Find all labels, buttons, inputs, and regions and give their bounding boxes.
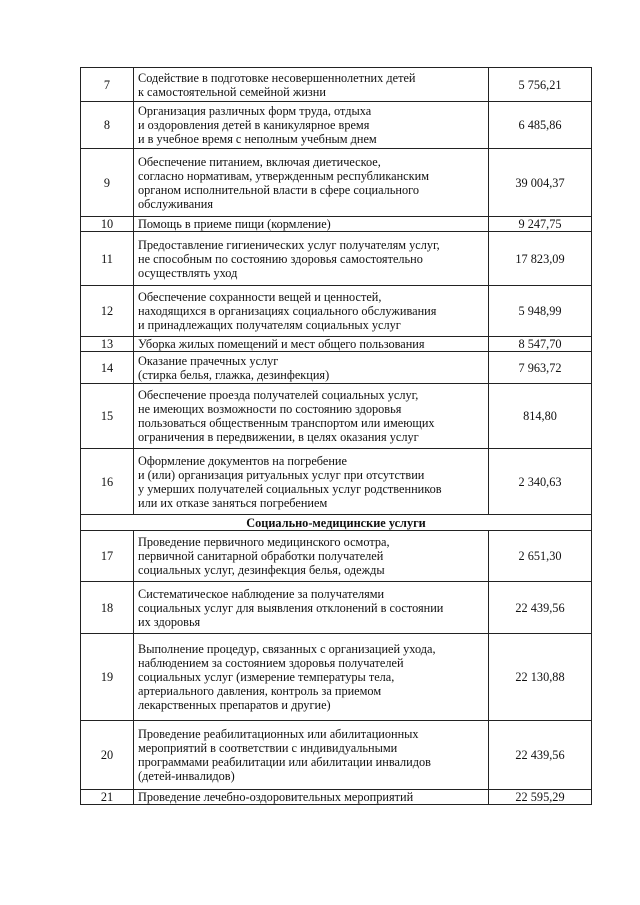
row-number: 11 <box>81 232 134 286</box>
service-name: Проведение первичного медицинского осмотра, первичной санитарной обработки получателей социальных услуг, дезинфекция белья, одежды <box>134 531 489 582</box>
service-name: Организация различных форм труда, отдыха и оздоровления детей в каникулярное время и в учебное время с неполным учебным днем <box>134 102 489 149</box>
service-price: 2 340,63 <box>489 449 592 515</box>
table-row <box>81 286 592 337</box>
service-name: Систематическое наблюдение за получателями социальных услуг для выявления отклонений в состоянии их здоровья <box>134 582 489 634</box>
service-name: Помощь в приеме пищи (кормление) <box>134 217 489 232</box>
table-row <box>81 384 592 449</box>
table-row <box>81 582 592 634</box>
row-number: 21 <box>81 790 134 805</box>
service-name: Оказание прачечных услуг (стирка белья, глажка, дезинфекция) <box>134 352 489 384</box>
row-number: 10 <box>81 217 134 232</box>
table-row <box>81 721 592 790</box>
row-number: 9 <box>81 149 134 217</box>
service-price: 22 439,56 <box>489 582 592 634</box>
row-number: 12 <box>81 286 134 337</box>
service-name: Обеспечение сохранности вещей и ценностей, находящихся в организациях социального обслуживания и принадлежащих получателям социальных услуг <box>134 286 489 337</box>
row-number: 20 <box>81 721 134 790</box>
row-number: 19 <box>81 634 134 721</box>
table-row <box>81 531 592 582</box>
row-number: 17 <box>81 531 134 582</box>
service-name: Обеспечение питанием, включая диетическое, согласно нормативам, утвержденным республиканским органом исполнительной власти в сфере социального обслуживания <box>134 149 489 217</box>
service-price: 22 439,56 <box>489 721 592 790</box>
service-name: Обеспечение проезда получателей социальных услуг, не имеющих возможности по состоянию здоровья пользоваться общественным транспортом или имеющих ограничения в передвижении, в целях оказания услуг <box>134 384 489 449</box>
section-header-row <box>81 515 592 531</box>
service-price: 6 485,86 <box>489 102 592 149</box>
section-title: Социально-медицинские услуги <box>81 515 592 531</box>
service-name: Уборка жилых помещений и мест общего пользования <box>134 337 489 352</box>
row-number: 13 <box>81 337 134 352</box>
table-row <box>81 232 592 286</box>
service-price: 22 595,29 <box>489 790 592 805</box>
service-price: 8 547,70 <box>489 337 592 352</box>
table-row <box>81 634 592 721</box>
service-price: 22 130,88 <box>489 634 592 721</box>
table-row <box>81 337 592 352</box>
table-row <box>81 449 592 515</box>
row-number: 7 <box>81 68 134 102</box>
service-name: Содействие в подготовке несовершеннолетних детей к самостоятельной семейной жизни <box>134 68 489 102</box>
table-row <box>81 790 592 805</box>
table-row <box>81 352 592 384</box>
service-price: 5 948,99 <box>489 286 592 337</box>
service-price: 5 756,21 <box>489 68 592 102</box>
service-name: Предоставление гигиенических услуг получателям услуг, не способным по состоянию здоровья самостоятельно осуществлять уход <box>134 232 489 286</box>
table-row <box>81 68 592 102</box>
service-name: Проведение лечебно-оздоровительных мероприятий <box>134 790 489 805</box>
row-number: 8 <box>81 102 134 149</box>
service-price: 9 247,75 <box>489 217 592 232</box>
service-price: 2 651,30 <box>489 531 592 582</box>
service-price: 39 004,37 <box>489 149 592 217</box>
service-price: 7 963,72 <box>489 352 592 384</box>
row-number: 14 <box>81 352 134 384</box>
services-price-table <box>80 67 592 805</box>
service-name: Проведение реабилитационных или абилитационных мероприятий в соответствии с индивидуальными программами реабилитации или абилитации инвалидов (детей-инвалидов) <box>134 721 489 790</box>
service-price: 814,80 <box>489 384 592 449</box>
table-row <box>81 149 592 217</box>
service-name: Выполнение процедур, связанных с организацией ухода, наблюдением за состоянием здоровья получателей социальных услуг (измерение температуры тела, артериального давления, контроль за приемом лекарственных препаратов и другие) <box>134 634 489 721</box>
service-price: 17 823,09 <box>489 232 592 286</box>
row-number: 15 <box>81 384 134 449</box>
row-number: 16 <box>81 449 134 515</box>
row-number: 18 <box>81 582 134 634</box>
table-row <box>81 102 592 149</box>
service-name: Оформление документов на погребение и (или) организация ритуальных услуг при отсутствии у умерших получателей социальных услуг родственников или их отказе заняться погребением <box>134 449 489 515</box>
table-row <box>81 217 592 232</box>
